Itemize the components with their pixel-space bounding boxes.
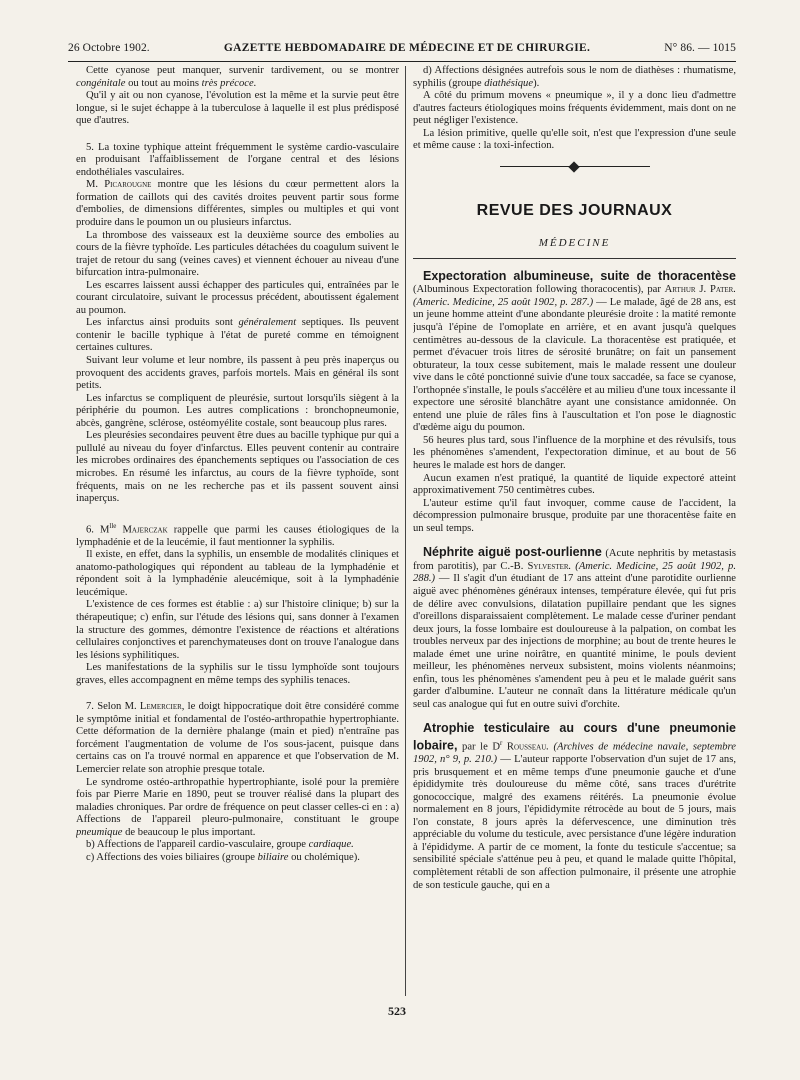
paragraph: Il existe, en effet, dans la syphilis, un ensemble de modalités cliniques et anatomo-pathologiques qui répondent au tableau de la lymphadénie et répondent soit à la lymphadénie aleucémique, soit à la lymphadénie leucémique. — [76, 549, 399, 598]
article-lead: Néphrite aiguë post-ourlienne (Acute nephritis by metastasis from parotitis), par C.-B. Sylvester. (Americ. Medicine, 25 août 1902, p. 288.) — Il s'agit d'un étudiant de 17 ans atteint d'une parotidite ourlienne aiguë avec phénomènes généraux intenses, température élevée, qui fut pris de délire avec convulsions, dilatation pupillaire pendant que les signes d'oreillons disparaissaient complètement. Le malade cesse d'uriner pendant deux jours, la fosse lombaire est douloureuse à la palpation, on combat les troubles nerveux par des injections de morphine; au bout de trente heures le malade émet une urine noirâtre, en quantité minime, le pouls devient meilleur, les phénomènes nerveux subsistent, moins violents néanmoins; enfin, tous les phénomènes s'amendent peu à peu et le malade guérit sans garder d'albumine. L'auteur ne connaît dans la littérature médicale qu'un seul cas analogue qui fut en outre suivi d'orchite. — [413, 545, 736, 710]
paragraph: b) Affections de l'appareil cardio-vasculaire, groupe cardiaque. — [86, 839, 354, 851]
paragraph: L'auteur estime qu'il faut invoquer, comme cause de l'accident, la décompression pulmonaire brusque, produite par une thoracentèse faite en un seul temps. — [413, 497, 736, 534]
paragraph: d) Affections désignées autrefois sous le nom de diathèses : rhumatisme, syphilis (groupe diathésique). — [413, 65, 736, 89]
article-atrophie — [413, 721, 736, 892]
running-header — [68, 42, 736, 54]
paragraph: L'existence de ces formes est établie : a) sur l'histoire clinique; b) sur la thérapeutique; c) enfin, sur l'étude des lésions qui, sans donner à l'examen la structure des gommes, démontre l'existence de réactions et altérations cellulaires conjonctives et parenchymateuses dont on trouve l'analogue dans les lésions syphilitiques. — [76, 599, 399, 661]
author-name: Picarougne — [104, 179, 152, 191]
paragraph: 5. La toxine typhique atteint fréquemment le système cardio-vasculaire en produisant l'affaiblissement de l'organe central et des lésions endothéliales vasculaires. — [76, 141, 399, 178]
paragraph: Les infarctus se compliquent de pleurésie, surtout lorsqu'ils siègent à la périphérie du poumon. Les autres complications : bronchopneumonie, abcès, gangrène, sclérose, ostéomyélite costale, sont beaucoup plus rares. — [76, 392, 399, 429]
article-title: Expectoration albumineuse, suite de thoracentèse — [423, 268, 736, 283]
paragraph: 6. $M^{lle}$ Majerczak rappelle que parmi les causes étiologiques de la lymphadénie et de la leucémie, il faut mentionner la syphilis. — [76, 521, 399, 548]
paragraph: Les infarctus ainsi produits sont généralement septiques. Ils peuvent contenir le bacille typhique à l'état de pureté comme en témoignent certaines cultures. — [76, 317, 399, 354]
paragraph: Les escarres laissent aussi échapper des particules qui, entraînées par le courant circulatoire, suivant le processus précédent, aboutissent également au poumon. — [76, 279, 399, 316]
paragraph: Aucun examen n'est pratiqué, la quantité de liquide expectoré atteint approximativement 750 centimètres cubes. — [413, 472, 736, 497]
column-divider — [405, 66, 406, 996]
paragraph: 56 heures plus tard, sous l'influence de la morphine et des révulsifs, tous les phénomènes s'amendent, l'expectoration diminue, et au bout de 56 heures le malade est hors de danger. — [413, 434, 736, 472]
ornament-rule — [500, 163, 650, 171]
paragraph: M. Picarougne montre que les lésions du cœur permettent alors la formation de caillots qui des cavités droites peuvent partir sous forme d'embolies, de dimensions différentes, simples ou multiples et qui vont produire dans le poumon un ou plusieurs infarctus. — [76, 179, 399, 229]
article-lead: Expectoration albumineuse, suite de thoracentèse (Albuminous Expectoration following thoracocentis), par Arthur J. Pater. (Americ. Medicine, 25 août 1902, p. 287.) — Le malade, âgé de 28 ans, est un jeune homme atteint d'une abondante pleurésie droite : la matité remonte jusqu'à l'épine de l'omoplate en arrière, et en avant jusqu'à quelques centimètres au-dessous de la clavicule. La thoracentèse est pratiquée, et permet d'évacuer trois litres de sérosité brunâtre; on fait un pansement obturateur, la toux cesse subitement, mais le malade ressent une douleur vive dans le côté ponctionné suivie d'une toux saccadée, sa face se cyanose, l'orthopnée s'installe, le pouls s'accélère et au milieu d'une toux incessante il expectore une sérosité blanchâtre ayant une consistance amidonnée. On entend une pluie de râles fins à l'auscultation et l'on pose le diagnostic d'œdème aigu du poumon. — [413, 268, 736, 434]
paragraph: Suivant leur volume et leur nombre, ils passent à peu près inaperçus ou provoquent des accidents graves, parfois mortels. Mais en général ils sont petits. — [76, 355, 399, 392]
paragraph: Les pleurésies secondaires peuvent être dues au bacille typhique pur qui a pullulé au niveau du foyer d'infarctus. Elles peuvent contenir au contraire les microbes ordinaires des épanchements septiques ou l'association de ces microbes. En résumé les infarctus, au cours de la fièvre typhoïde, sont fréquents, mais on ne les recherche pas et ils passent souvent ainsi inaperçus. — [76, 430, 399, 505]
left-column — [76, 65, 399, 1000]
author-name: Lemercier — [139, 701, 182, 713]
header-journal-title: GAZETTE HEBDOMADAIRE DE MÉDECINE ET DE CHIRURGIE. — [223, 42, 591, 54]
paragraph: Les manifestations de la syphilis sur le tissu lymphoïde sont toujours graves, elles accompagnent en même temps des syphilis tenaces. — [76, 662, 399, 686]
paragraph: La lésion primitive, quelle qu'elle soit, n'est que l'expression d'une seule et même cause : la toxi-infection. — [413, 127, 736, 152]
right-column — [413, 65, 736, 1000]
subsection-heading: MÉDECINE — [538, 236, 611, 249]
author-name: Majerczak — [116, 524, 168, 536]
header-rule — [68, 61, 736, 62]
article-title: Atrophie testiculaire au cours d'une pneumonie lobaire, — [413, 721, 736, 753]
subsection-rule — [413, 258, 736, 259]
author-name: Rousseau — [502, 741, 547, 753]
author-name: C.-B. Sylvester — [500, 560, 569, 572]
paragraph: A côté du primum movens « pneumique », il y a donc lieu d'admettre d'autres facteurs étiologiques moins fréquents évidemment, mais dont on ne peut négliger l'existence. — [413, 90, 736, 127]
paragraph: c) Affections des voies biliaires (groupe biliaire ou cholémique). — [86, 851, 360, 863]
author-name: Arthur J. Pater — [664, 284, 734, 296]
article-nephrite — [413, 545, 736, 711]
paragraph: Cette cyanose peut manquer, survenir tardivement, ou se montrer congénitale ou tout au moins très précoce. — [76, 65, 399, 89]
paragraph: 7. Selon M. Lemercier, le doigt hippocratique doit être considéré comme le symptôme initial et fondamental de l'ostéo-arthropathie hypertrophiante. Cette déformation de la dernière phalange (main et pied) n'entraîne pas forcément l'augmentation de volume de l'os sous-jacent, puisque dans certains cas on l'a trouvé normal en apparence et que l'observation de M. Lemercier relate son atrophie presque totale. — [76, 701, 399, 775]
header-issue-page: N° 86. — 1015 — [664, 42, 736, 54]
paragraph: La thrombose des vaisseaux est la deuxième source des embolies au cours de la fièvre typhoïde. Les particules détachées du coagulum suivent le trajet de retour du sang (veines caves) et viennent échouer au niveau d'une bifurcation intra-pulmonaire. — [76, 229, 399, 279]
article-title: Néphrite aiguë post-ourlienne — [423, 545, 602, 560]
header-date: 26 Octobre 1902. — [68, 42, 150, 54]
article-lead: Atrophie testiculaire au cours d'une pneumonie lobaire, par le $D^r$ Rousseau. (Archives de médecine navale, septembre 1902, n° 9, p. 210.) — L'auteur rapporte l'observation d'un sujet de 17 ans, pris brusquement et en même temps d'une pneumonie gauche et d'une épididymite très douloureuse du même côté, sans traces d'urétrite gonococcique, malgré des examens réitérés. La pneumonie évolue normalement en 8 jours, l'épididymite rétrocède au bout de 5 jours, mais l'on constate, 8 jours après la défervescence, une diminution très appréciable du volume du testicule, avec persistance d'une légère induration à l'épididyme. A partir de ce moment, la fonte du testicule s'accentue; sa sensibilité spéciale s'atténue peu à peu, et quand le malade quitte l'hôpital, complètement rétabli de son affection pulmonaire, il présente une atrophie de son testicule gauche, qui en a — [413, 721, 736, 891]
section-heading: REVUE DES JOURNAUX — [476, 201, 673, 219]
page-folio: 523 — [388, 1004, 406, 1018]
paragraph: Le syndrome ostéo-arthropathie hypertrophiante, isolé pour la première fois par Pierre Marie en 1890, peut se trouver réalisé dans la plupart des maladies chroniques. Par ordre de fréquence on peut classer celles-ci en : a) Affections de l'appareil pleuro-pulmonaire, constituant le groupe pneumique de beaucoup le plus important. — [76, 776, 399, 838]
article-expectoration — [413, 269, 736, 535]
paragraph: Qu'il y ait ou non cyanose, l'évolution est la même et la survie peut être longue, si le sujet échappe à la tuberculose à laquelle il est plus prédisposé que d'autres. — [76, 90, 399, 127]
